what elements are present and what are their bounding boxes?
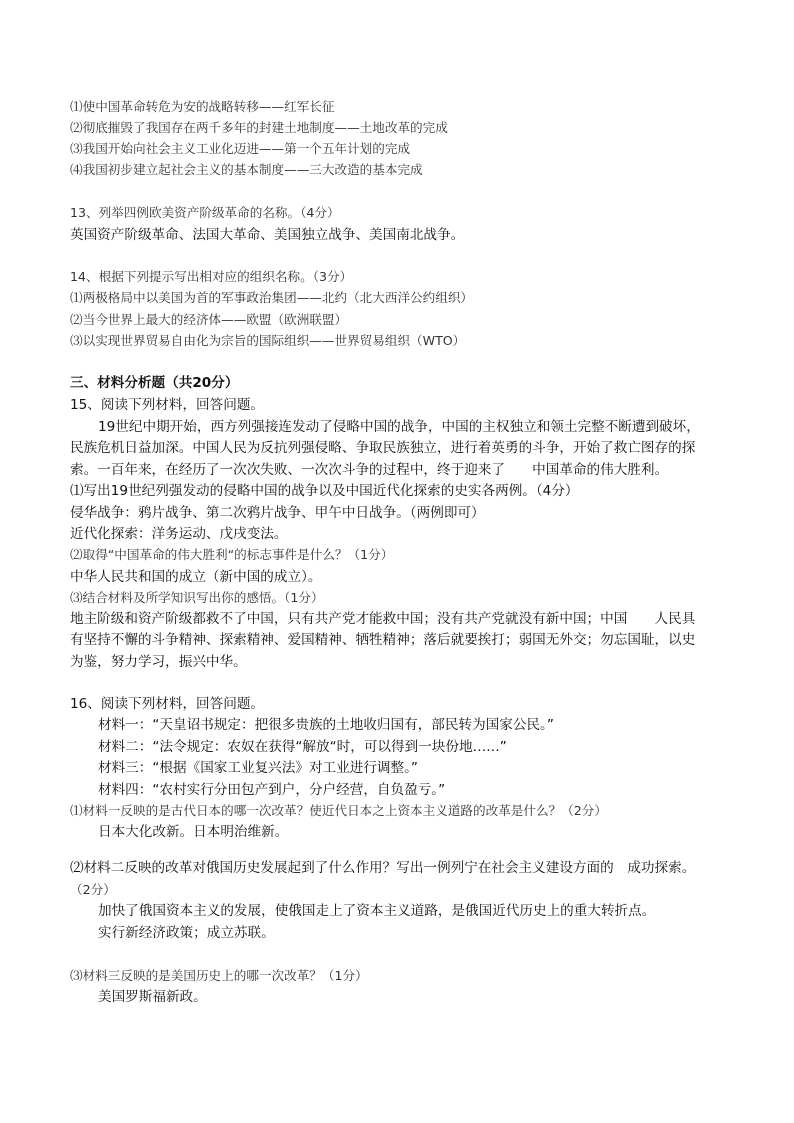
q14-item: ⑵当今世界上最大的经济体——欧盟（欧洲联盟） (70, 312, 348, 327)
q16-answer1: 日本大化改新。日本明治维新。 (98, 824, 289, 840)
q16-material: 材料一：“天皇诏书规定：把很多贵族的土地收归国有，部民转为国家公民。” (98, 717, 554, 733)
q16-answer3: 美国罗斯福新政。 (98, 989, 207, 1005)
q15-answer1b: 近代化探索：洋务运动、戊戌变法。 (70, 526, 288, 542)
q16-material: 材料四：“农村实行分田包产到户，分户经营，自负盈亏。” (98, 782, 446, 798)
q14-item: ⑶以实现世界贸易自由化为宗旨的国际组织——世界贸易组织（WTO） (70, 333, 466, 348)
q15-answer3-line: 为鉴，努力学习，振兴中华。 (70, 654, 247, 670)
q16-sub2: ⑵材料二反映的改革对俄国历史发展起到了什么作用？写出一例列宁在社会主义建设方面的 成功探索。 (70, 860, 696, 876)
q12-item: ⑶我国开始向社会主义工业化迈进——第一个五年计划的完成 (70, 141, 411, 156)
q16-answer2a: 加快了俄国资本主义的发展，使俄国走上了资本主义道路，是俄国近代历史上的重大转折点。 (98, 903, 656, 919)
q15-material-line: 索。一百年来，在经历了一次次失败、一次次斗争的过程中，终于迎来了 中国革命的伟大胜利。 (70, 462, 669, 478)
q15-sub1: ⑴写出19世纪列强发动的侵略中国的战争以及中国近代化探索的史实各两例。（4分） (70, 483, 579, 499)
q16-sub3: ⑶材料三反映的是美国历史上的哪一次改革？（1分） (70, 968, 368, 983)
q13-answer: 英国资产阶级革命、法国大革命、美国独立战争、美国南北战争。 (70, 227, 465, 243)
q16-answer2b: 实行新经济政策；成立苏联。 (98, 925, 275, 941)
q16-material: 材料二：“法令规定：农奴在获得“解放“时，可以得到一块份地……” (98, 739, 507, 755)
q15-sub3: ⑶结合材料及所学知识写出你的感悟。（1分） (70, 590, 324, 605)
q15-sub2: ⑵取得“中国革命的伟大胜利“的标志事件是什么？（1分） (70, 547, 394, 562)
q12-item: ⑵彻底摧毁了我国存在两千多年的封建土地制度——土地改革的完成 (70, 120, 448, 135)
q12-item: ⑷我国初步建立起社会主义的基本制度——三大改造的基本完成 (70, 162, 423, 177)
q16-question: 16、阅读下列材料，回答问题。 (70, 696, 265, 712)
q15-answer3-line: 地主阶级和资产阶级都救不了中国，只有共产党才能救中国；没有共产党就没有新中国；中国 人民具 (70, 611, 696, 627)
q15-answer3-line: 有坚持不懈的斗争精神、探索精神、爱国精神、牺牲精神；落后就要挨打；弱国无外交；勿忘国耻，以史 (70, 632, 696, 648)
q14-question: 14、根据下列提示写出相对应的组织名称。（3分） (70, 269, 353, 284)
q16-sub2-score: （2分） (70, 882, 116, 897)
section-heading: 三、材料分析题（共20分） (70, 375, 239, 391)
q16-sub1: ⑴材料一反映的是古代日本的哪一次改革？使近代日本之上资本主义道路的改革是什么？（2分） (70, 803, 607, 818)
q16-material: 材料三：“根据《国家工业复兴法》对工业进行调整。” (98, 760, 418, 776)
q15-material-line: 民族危机日益加深。中国人民为反抗列强侵略、争取民族独立，进行着英勇的斗争，开始了救亡图存的探 (70, 440, 696, 456)
q15-answer1a: 侵华战争：鸦片战争、第二次鸦片战争、甲午中日战争。（两例即可） (70, 505, 485, 521)
q12-item: ⑴使中国革命转危为安的战略转移——红军长征 (70, 99, 335, 114)
q15-answer2: 中华人民共和国的成立（新中国的成立）。 (70, 569, 322, 585)
q13-question: 13、列举四例欧美资产阶级革命的名称。（4分） (70, 205, 340, 220)
q15-material-line: 19世纪中期开始，西方列强接连发动了侵略中国的战争，中国的主权独立和领土完整不断遭到破坏， (98, 419, 700, 435)
q14-item: ⑴两极格局中以美国为首的军事政治集团——北约（北大西洋公约组织） (70, 290, 473, 305)
q15-question: 15、阅读下列材料，回答问题。 (70, 397, 265, 413)
